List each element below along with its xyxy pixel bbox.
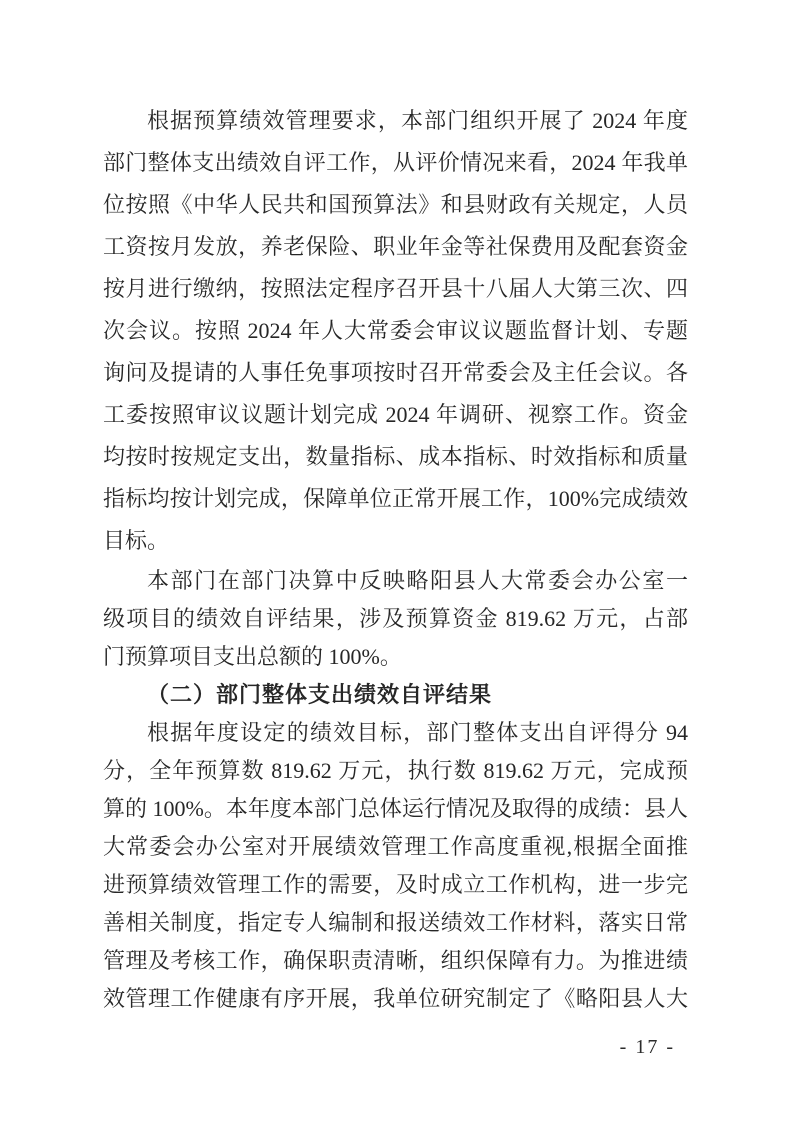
text-line: 目标。 xyxy=(103,528,170,553)
page-number: - 17 - xyxy=(619,1036,675,1058)
text-line: 本部门在部门决算中反映略阳县人大常委会办公室一 xyxy=(147,568,688,593)
text-line: 算的 100%。本年度本部门总体运行情况及取得的成绩：县人 xyxy=(103,796,688,821)
text-line: 根据年度设定的绩效目标，部门整体支出自评得分 94 xyxy=(147,720,688,745)
text-line: 工委按照审议议题计划完成 2024 年调研、视察工作。资金 xyxy=(103,402,688,427)
text-line: （二）部门整体支出绩效自评结果 xyxy=(147,682,493,707)
text-line: 根据预算绩效管理要求，本部门组织开展了 2024 年度 xyxy=(147,108,688,133)
text-line: 大常委会办公室对开展绩效管理工作高度重视,根据全面推 xyxy=(103,834,688,859)
text-line: 善相关制度，指定专人编制和报送绩效工作材料，落实日常 xyxy=(103,910,688,935)
text-line: 门预算项目支出总额的 100%。 xyxy=(103,644,402,669)
text-line: 询问及提请的人事任免事项按时召开常委会及主任会议。各 xyxy=(103,360,688,385)
text-line: 次会议。按照 2024 年人大常委会审议议题监督计划、专题 xyxy=(103,318,688,343)
text-line: 工资按月发放，养老保险、职业年金等社保费用及配套资金 xyxy=(103,234,688,259)
paragraph xyxy=(103,714,688,1018)
text-line: 进预算绩效管理工作的需要，及时成立工作机构，进一步完 xyxy=(103,872,688,897)
text-line: 位按照《中华人民共和国预算法》和县财政有关规定，人员 xyxy=(103,192,688,217)
paragraph xyxy=(103,562,688,676)
text-line: 部门整体支出绩效自评工作，从评价情况来看，2024 年我单 xyxy=(103,150,688,175)
text-line: 指标均按计划完成，保障单位正常开展工作，100%完成绩效 xyxy=(103,486,688,511)
text-line: 效管理工作健康有序开展，我单位研究制定了《略阳县人大 xyxy=(103,986,688,1011)
document-content xyxy=(103,100,688,1018)
text-line: 管理及考核工作，确保职责清晰，组织保障有力。为推进绩 xyxy=(103,948,688,973)
text-line: 按月进行缴纳，按照法定程序召开县十八届人大第三次、四 xyxy=(103,276,688,301)
section-heading xyxy=(103,676,688,714)
text-line: 均按时按规定支出，数量指标、成本指标、时效指标和质量 xyxy=(103,444,688,469)
text-line: 分，全年预算数 819.62 万元，执行数 819.62 万元，完成预 xyxy=(103,758,688,783)
text-line: 级项目的绩效自评结果，涉及预算资金 819.62 万元，占部 xyxy=(103,606,688,631)
paragraph xyxy=(103,100,688,562)
